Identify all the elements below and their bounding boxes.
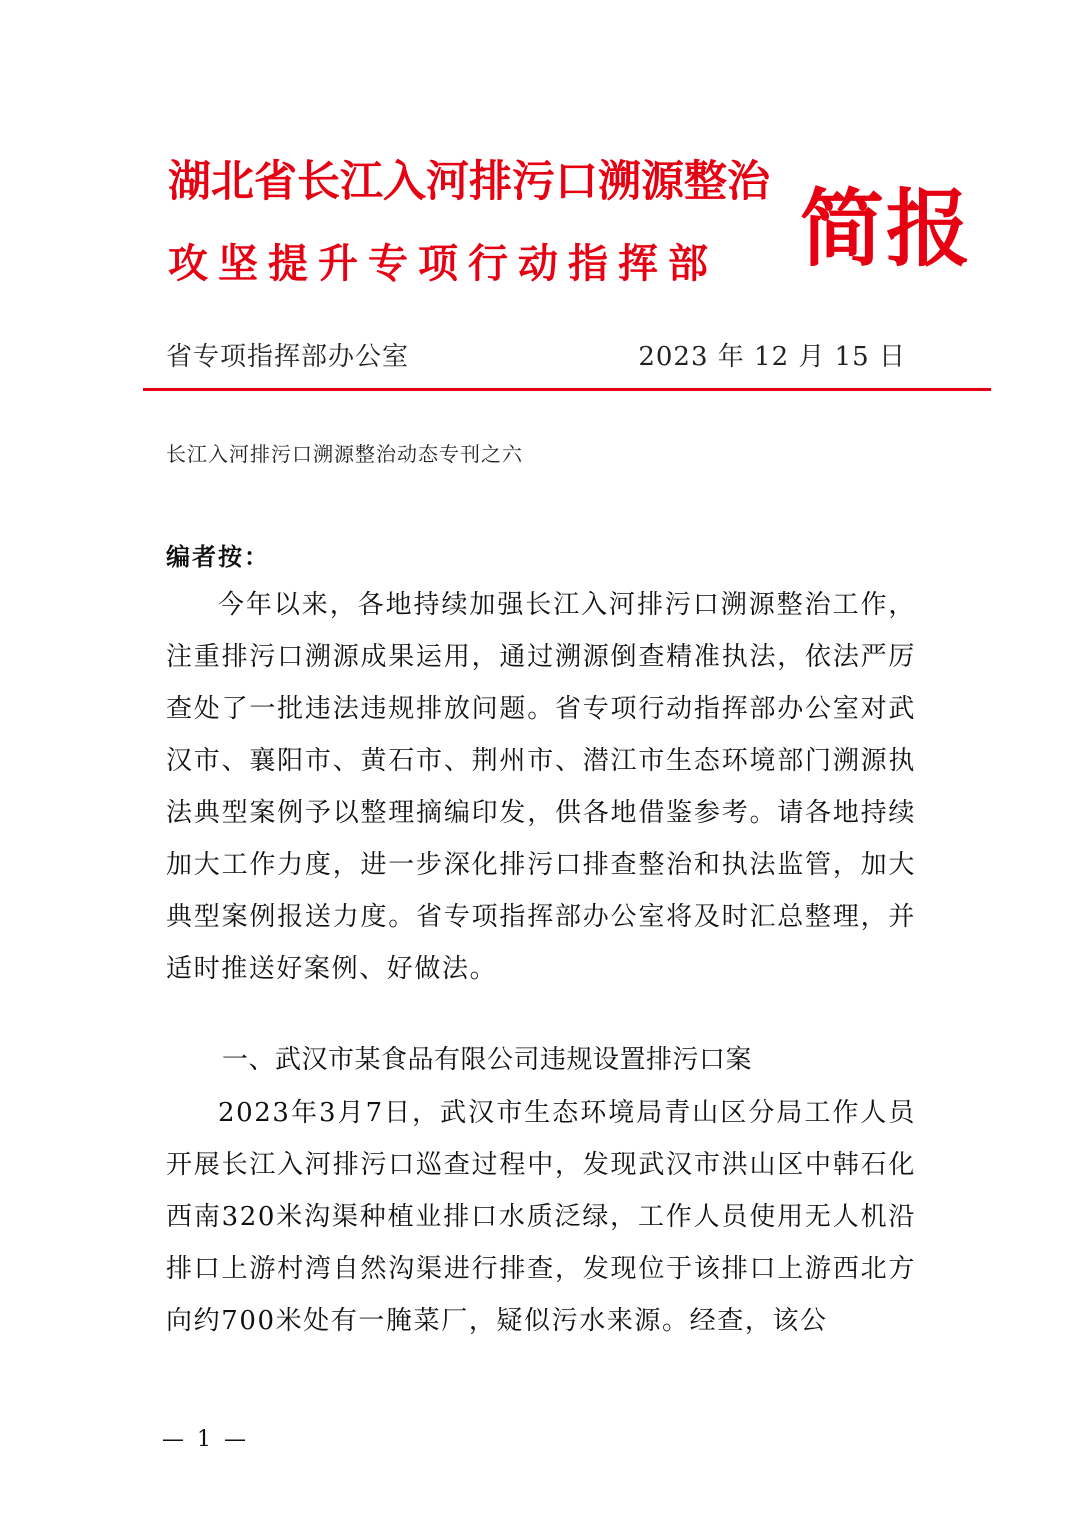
case-1-body: [166, 1087, 916, 1347]
masthead-org-line-2: 攻坚提升专项行动指挥部: [168, 241, 718, 287]
issuer-row: [166, 336, 906, 380]
red-divider: [143, 388, 991, 391]
issuer-name: 省专项指挥部办公室: [166, 342, 410, 372]
case-1-paragraph: 2023年3月7日，武汉市生态环境局青山区分局工作人员开展长江入河排污口巡查过程中，发现武汉市洪山区中韩石化西南320米沟渠种植业排口水质泛绿，工作人员使用无人机沿排口上游村湾自然沟渠进行排查，发现位于该排口上游西北方向约700米处有一腌菜厂，疑似污水来源。经查，该公: [166, 1098, 916, 1336]
masthead-org-line-1: 湖北省长江入河排污口溯源整治: [168, 157, 770, 207]
editor-note-body: [166, 579, 916, 995]
issue-date: 2023 年 12 月 15 日: [638, 342, 906, 372]
masthead: [168, 140, 988, 310]
case-1-heading: 一、武汉市某食品有限公司违规设置排污口案: [222, 1045, 753, 1075]
editor-note-label: 编者按：: [166, 542, 270, 571]
masthead-title: 简报: [800, 180, 973, 278]
editor-note-paragraph: 今年以来，各地持续加强长江入河排污口溯源整治工作，注重排污口溯源成果运用，通过溯源倒查精准执法，依法严厉查处了一批违法违规排放问题。省专项行动指挥部办公室对武汉市、襄阳市、黄石市、荆州市、潜江市生态环境部门溯源执法典型案例予以整理摘编印发，供各地借鉴参考。请各地持续加大工作力度，进一步深化排污口排查整治和执法监管，加大典型案例报送力度。省专项指挥部办公室将及时汇总整理，并适时推送好案例、好做法。: [166, 590, 916, 984]
special-issue-label: 长江入河排污口溯源整治动态专刊之六: [166, 442, 523, 466]
page-number: — 1 —: [162, 1427, 249, 1452]
